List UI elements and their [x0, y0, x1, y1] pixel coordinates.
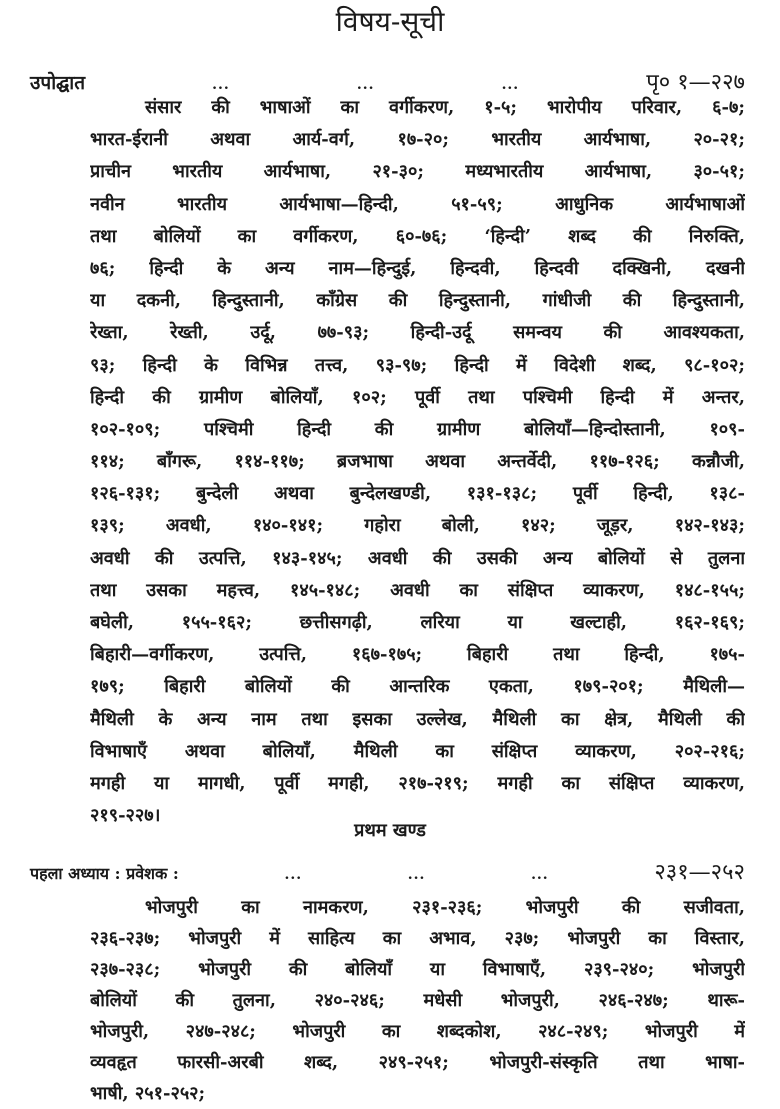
contents-line: संसार की भाषाओं का वर्गीकरण, १-५; भारोपीय परिवार, ६-७; — [145, 97, 745, 118]
contents-line: भाषी, २५१-२५२; — [90, 1083, 206, 1104]
contents-line: २३६-२३७; भोजपुरी में साहित्य का अभाव, २३७; भोजपुरी का विस्तार, — [90, 928, 745, 949]
contents-line: बिहारी—वर्गीकरण, उत्पत्ति, १६७-१७५; बिहारी तथा हिन्दी, १७५- — [90, 644, 745, 666]
contents-line: १७९; बिहारी बोलियों की आन्तरिक एकता, १७९-२०१; मैथिली— — [90, 676, 745, 698]
contents-line: मैथिली के अन्य नाम तथा इसका उल्लेख, मैथिली का क्षेत्र, मैथिली की — [90, 708, 745, 730]
contents-line: हिन्दी की ग्रामीण बोलियाँ, १०२; पूर्वी तथा पश्चिमी हिन्दी में अन्तर, — [90, 386, 745, 408]
page-range: २३१—२५२ — [654, 860, 745, 885]
contents-line: ११४; बाँगरू, ११४-११७; ब्रजभाषा अथवा अन्तर्वेदी, ११७-१२६; कन्नौजी, — [90, 451, 745, 473]
contents-line: भारत-ईरानी अथवा आर्य-वर्ग, १७-२०; भारतीय आर्यभाषा, २०-२१; — [90, 129, 745, 151]
section-contents — [90, 892, 745, 1109]
leader-dots: ... — [212, 77, 230, 93]
contents-line: १०२-१०९; पश्चिमी हिन्दी की ग्रामीण बोलियाँ—हिन्दोस्तानी, १०९- — [90, 418, 745, 440]
contents-line: नवीन भारतीय आर्यभाषा—हिन्दी, ५१-५९; आधुनिक आर्यभाषाओं — [90, 193, 745, 215]
leader-dots: ... — [356, 77, 375, 93]
page-range: पृ० १—२२७ — [646, 70, 745, 95]
contents-line: बोलियों की तुलना, २४०-२४६; मधेसी भोजपुरी, २४६-२४७; थारू- — [90, 990, 745, 1011]
contents-line: विभाषाएँ अथवा बोलियाँ, मैथिली का संक्षिप्त व्याकरण, २०२-२१६; — [90, 740, 745, 762]
contents-line: या दकनी, हिन्दुस्तानी, काँग्रेस की हिन्दुस्तानी, गांधीजी की हिन्दुस्तानी, — [90, 290, 745, 312]
contents-line: १३९; अवधी, १४०-१४१; गहोरा बोली, १४२; जूड़र, १४२-१४३; — [90, 515, 745, 537]
contents-line: १२६-१३१; बुन्देली अथवा बुन्देलखण्डी, १३१-१३८; पूर्वी हिन्दी, १३८- — [90, 483, 745, 505]
contents-line: २१९-२२७। — [90, 805, 161, 827]
contents-line: भोजपुरी, २४७-२४८; भोजपुरी का शब्दकोश, २४८-२४९; भोजपुरी में — [90, 1021, 745, 1042]
contents-line: प्राचीन भारतीय आर्यभाषा, २१-३०; मध्यभारतीय आर्यभाषा, ३०-५१; — [90, 161, 745, 183]
leader-dots: ... — [531, 867, 549, 883]
contents-line: रेख्ता, रेख्ती, उर्दू, ७७-९३; हिन्दी-उर्दू समन्वय की आवश्यकता, — [90, 322, 745, 344]
part-title: प्रथम खण्ड — [354, 820, 426, 841]
page-title: विषय-सूची — [335, 5, 445, 38]
leader-dots: ... — [501, 77, 520, 93]
contents-line: २३७-२३८; भोजपुरी की बोलियाँ या विभाषाएँ, २३९-२४०; भोजपुरी — [90, 959, 745, 980]
contents-line: व्यवहृत फारसी-अरबी शब्द, २४९-२५१; भोजपुरी-संस्कृति तथा भाषा- — [90, 1052, 745, 1073]
contents-line: भोजपुरी का नामकरण, २३१-२३६; भोजपुरी की सजीवता, — [145, 897, 745, 918]
section-heading: उपोद्घात — [30, 72, 86, 94]
contents-line: बघेली, १५५-१६२; छत्तीसगढ़ी, लरिया या खल्टाही, १६२-१६९; — [90, 612, 745, 633]
contents-line: ७६; हिन्दी के अन्य नाम—हिन्दुई, हिन्दवी, हिन्दवी दक्खिनी, दखनी — [90, 257, 745, 279]
section-contents — [90, 92, 745, 832]
contents-line: तथा उसका महत्त्व, १४५-१४८; अवधी का संक्षिप्त व्याकरण, १४८-१५५; — [90, 579, 745, 601]
contents-line: अवधी की उत्पत्ति, १४३-१४५; अवधी की उसकी अन्य बोलियों से तुलना — [90, 547, 745, 569]
contents-line: मगही या मागधी, पूर्वी मगही, २१७-२१९; मगही का संक्षिप्त व्याकरण, — [90, 772, 745, 794]
section-heading: पहला अध्याय : प्रवेशक : — [30, 864, 179, 883]
leader-dots: ... — [284, 867, 303, 883]
contents-line: तथा बोलियों का वर्गीकरण, ६०-७६; ‘हिन्दी’ शब्द की निरुक्ति, — [90, 225, 745, 247]
contents-line: ९३; हिन्दी के विभिन्न तत्त्व, ९३-९७; हिन्दी में विदेशी शब्द, ९८-१०२; — [90, 354, 745, 376]
leader-dots: ... — [407, 867, 426, 883]
section-heading-row — [30, 856, 745, 886]
